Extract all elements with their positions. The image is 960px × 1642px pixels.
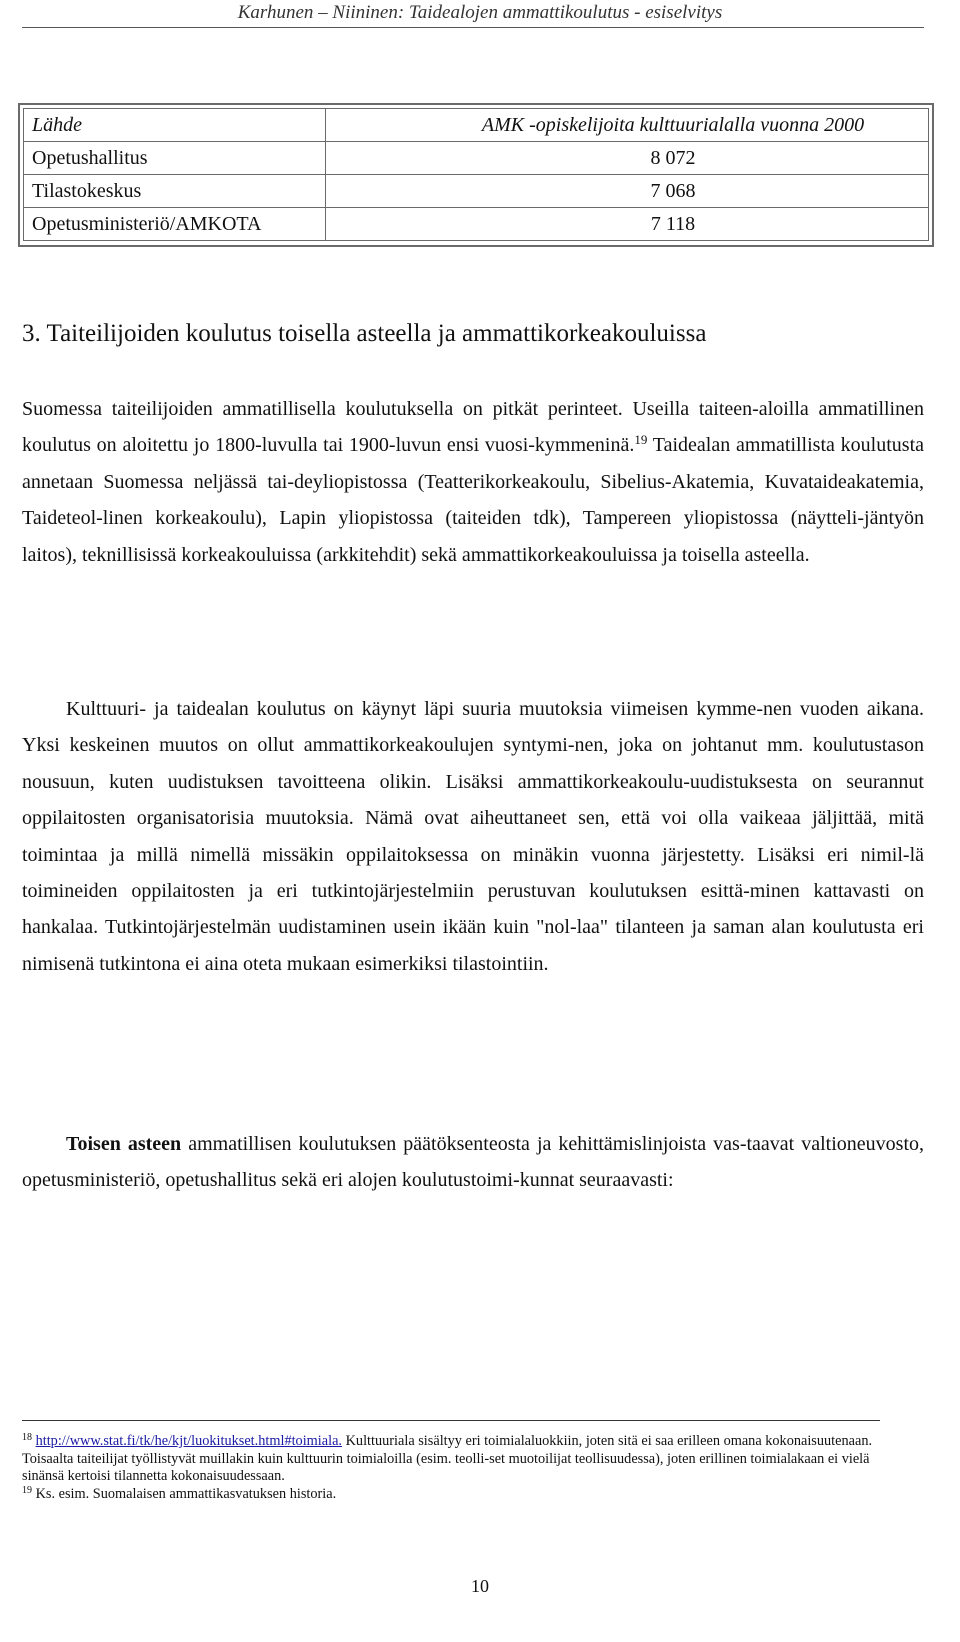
column-header-students: AMK -opiskelijoita kulttuurialalla vuonna 2000 — [326, 109, 929, 142]
table-row — [24, 142, 929, 175]
footnote-ref-19[interactable]: 19 — [634, 432, 648, 448]
table-cell-source: Opetushallitus — [24, 142, 326, 175]
footnote-text: Ks. esim. Suomalaisen ammattikasvatuksen historia. — [32, 1485, 337, 1502]
paragraph-changes — [22, 691, 924, 982]
bold-lead-text: Toisen asteen — [66, 1133, 182, 1155]
table-cell-source: Tilastokeskus — [24, 175, 326, 208]
running-head: Karhunen – Niininen: Taidealojen ammattikoulutus - esiselvitys — [237, 2, 723, 23]
footnote-divider — [22, 1420, 880, 1421]
paragraph-secondary — [22, 1126, 924, 1199]
footnote-number: 19 — [22, 1484, 32, 1496]
footnote-text: Kulttuuriala sisältyy eri toimialaluokkiin, joten sitä ei saa erilleen omana kokonaisuutenaan. Toisaalta taiteilijat työllistyvät muillakin kuin kulttuurin toimialoilla (esim. teolli-set muotoilijat teollisuudessa), joten erillinen toimialakaan ei vielä sinänsä kertoisi tilannetta kokonaisuudessaan. — [22, 1433, 873, 1485]
table-cell-source: Opetusministeriö/AMKOTA — [24, 208, 326, 241]
paragraph-secondary-text: ammatillisen koulutuksen päätöksenteosta ja kehittämislinjoista vas-taavat valtioneuvosto, opetusministeriö, opetushallitus sekä eri alojen koulutustoimi-kunnat seuraavasti: — [22, 1133, 924, 1192]
table-row — [24, 175, 929, 208]
column-header-source: Lähde — [24, 109, 326, 142]
source-table — [18, 103, 934, 247]
source-table-grid — [23, 108, 929, 241]
page-number: 10 — [471, 1576, 489, 1596]
header-divider — [22, 27, 924, 28]
table-cell-count: 7 118 — [326, 208, 929, 241]
paragraph-intro — [22, 391, 924, 573]
table-cell-count: 7 068 — [326, 175, 929, 208]
paragraph-intro-text-continued: Taidealan ammatillista koulutusta annetaan Suomessa neljässä tai-deyliopistossa (Teatterikorkeakoulu, Sibelius-Akatemia, Kuvataideakatemia, Taideteol-linen korkeakoulu), Lapin yliopistossa (taiteiden tdk), Tampereen yliopistossa (näytteli-jäntyön laitos), teknillisissä korkeakouluissa (arkkitehdit) sekä ammattikorkeakouluissa ja toisella asteella. — [22, 434, 925, 566]
section-heading: 3. Taiteilijoiden koulutus toisella asteella ja ammattikorkeakouluissa — [22, 320, 707, 347]
footnote-number: 18 — [22, 1432, 32, 1443]
paragraph-intro-text: Suomessa taiteilijoiden ammatillisella koulutuksella on pitkät perinteet. Useilla taiteen-aloilla ammatillinen koulutus on aloitettu jo 1800-luvulla tai 1900-luvun ensi vuosi-kymmeninä. — [22, 398, 924, 457]
footnote-link[interactable]: http://www.stat.fi/tk/he/kjt/luokitukset.html#toimiala. — [35, 1433, 343, 1449]
table-header-row — [24, 109, 929, 142]
footnote-19 — [22, 1486, 882, 1504]
footnotes — [22, 1433, 882, 1503]
paragraph-changes-text: Kulttuuri- ja taidealan koulutus on käynyt läpi suuria muutoksia viimeisen kymme-nen vuoden aikana. Yksi keskeinen muutos on ollut ammattikorkeakoulujen syntymi-nen, joka on johtanut mm. koulutustason nousuun, kuten uudistuksen tavoitteena olikin. Lisäksi ammattikorkeakoulu-uudistuksesta on seurannut oppilaitosten organisatorisia muutoksia. Nämä ovat aiheuttaneet sen, että voi olla vaikeaa jäljittää, mitä toimintaa ja millä nimellä missäkin oppilaitoksessa on minäkin vuonna järjestetty. Lisäksi eri nimil-lä toimineiden oppilaitosten ja eri tutkintojärjestelmiin perustuvan koulutuksen esittä-minen kattavasti on hankalaa. Tutkintojärjestelmän uudistaminen usein ikään kuin "nol-laa" tilanteen ja saman alan koulutusta eri nimisenä tutkintona ei aina oteta mukaan esimerkiksi tilastointiin. — [22, 698, 924, 975]
table-row — [24, 208, 929, 241]
table-cell-count: 8 072 — [326, 142, 929, 175]
footnote-18 — [22, 1433, 882, 1486]
